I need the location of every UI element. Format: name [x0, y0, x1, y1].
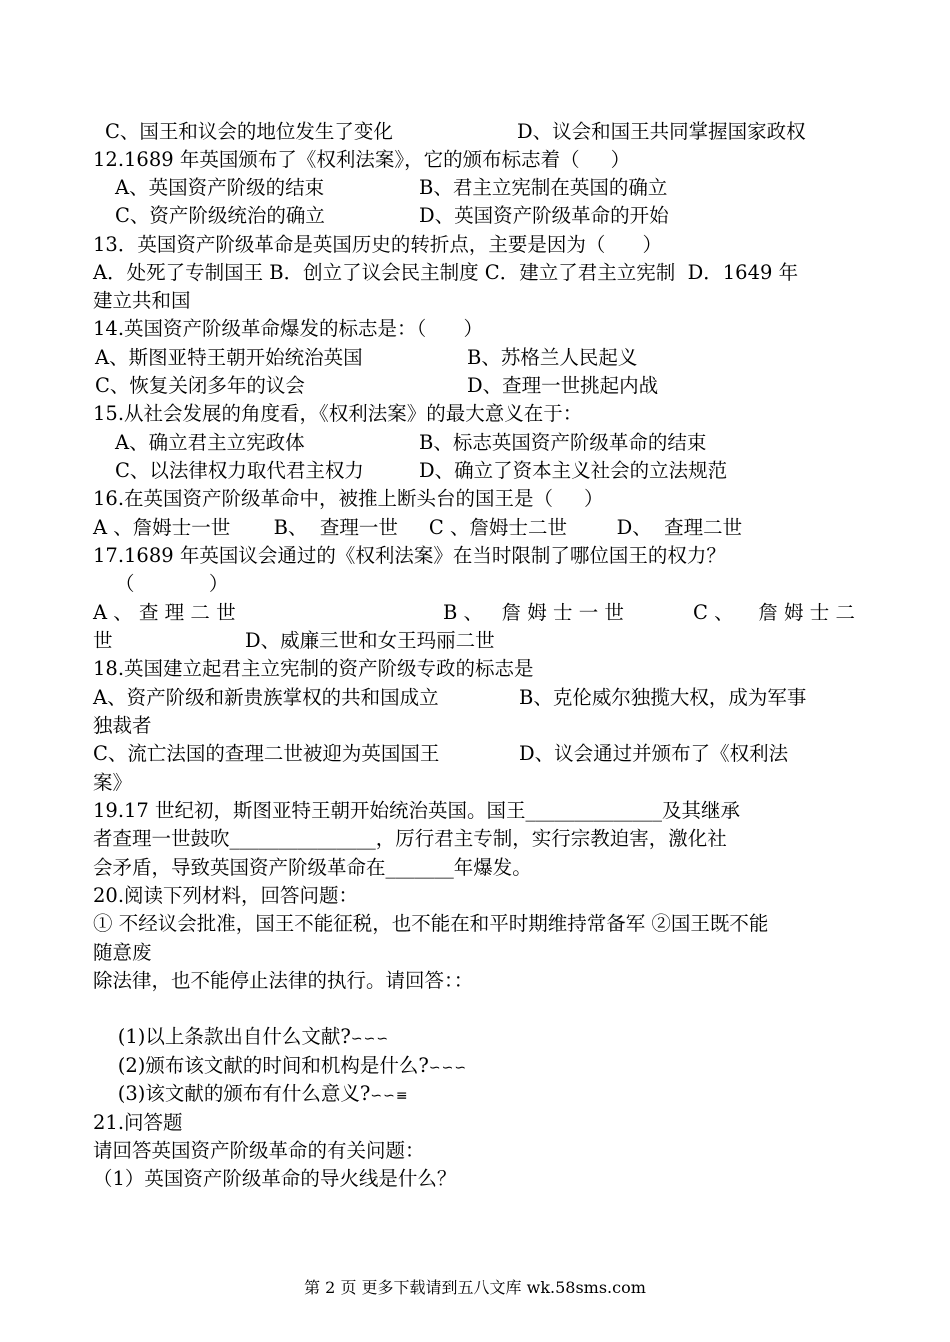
q15-options-cd [93, 457, 863, 485]
option-c: C、以法律权力取代君主权力 [115, 459, 364, 482]
q14-options-ab [93, 344, 863, 372]
option-c: C、资产阶级统治的确立 [115, 204, 325, 227]
q20-sub-2 [93, 1024, 863, 1077]
q16-options: A 、詹姆士一世 B、 查理一世 C 、詹姆士二世 D、 查理二世 [93, 516, 743, 539]
option-d: D、英国资产阶级革命的开始 [419, 204, 669, 227]
q13-options: A．处死了专制国王 B．创立了议会民主制度 C．建立了君主立宪制 D．1649 年 [93, 261, 799, 284]
option-d: D、议会通过并颁布了《权利法 [519, 742, 789, 765]
q15-options-ab [93, 429, 863, 457]
question-16: 16.在英国资产阶级革命中，被推上断头台的国王是（ ） [93, 487, 604, 510]
question-21: 21.问答题 [93, 1111, 183, 1134]
q21-intro: 请回答英国资产阶级革命的有关问题： [93, 1139, 425, 1162]
option-d: D、查理一世挑起内战 [467, 374, 659, 397]
q12-options-cd [93, 202, 863, 230]
option-b: B、克伦威尔独揽大权，成为军事 [519, 686, 807, 709]
option-a: A 、 查 理 二 世 [93, 601, 236, 624]
q20-sub-1-text: (1)以上条款出自什么文献? [117, 1025, 351, 1048]
q20-material-line1: ① 不经议会批准，国王不能征税，也不能在和平时期维持常备军 ②国王既不能 [93, 912, 769, 935]
question-19-line3: 会矛盾，导致英国资产阶级革命在_______年爆发。 [93, 856, 532, 879]
option-b: B 、 詹 姆 士 一 世 [443, 601, 624, 624]
question-13: 13．英国资产阶级革命是英国历史的转折点，主要是因为（ ） [93, 233, 663, 256]
q20-sub-2-text: (2)颁布该文献的时间和机构是什么? [117, 1054, 429, 1077]
option-c: C、国王和议会的地位发生了变化 [105, 120, 393, 143]
option-d: D、威廉三世和女王玛丽二世 [245, 629, 495, 652]
q20-material-line2: 随意废 [93, 941, 152, 964]
option-b: B、苏格兰人民起义 [467, 346, 638, 369]
q12-options-ab [93, 174, 863, 202]
question-19-line1: 19.17 世纪初，斯图亚特王朝开始统治英国。国王______________及其继承 [93, 799, 741, 822]
q20-sub-1 [93, 995, 863, 1048]
q18-options-cd [93, 740, 863, 768]
page-footer: 第 2 页 更多下载请到五八文库 wk.58sms.com [304, 1278, 646, 1297]
option-b: B、标志英国资产阶级革命的结束 [419, 431, 707, 454]
q20-sub-3 [93, 1052, 863, 1105]
answer-blank: （ ） [115, 572, 229, 595]
squiggle-icon: ∽∽∽ [350, 1031, 390, 1047]
question-20: 20.阅读下列材料，回答问题： [93, 884, 359, 907]
option-c: C、恢复关闭多年的议会 [95, 374, 305, 397]
option-c: C 、 詹 姆 士 二 [693, 601, 856, 624]
q17-options [93, 599, 863, 627]
q18-option-b-cont: 独裁者 [93, 714, 152, 737]
option-a: A、确立君主立宪政体 [115, 431, 305, 454]
question-15: 15.从社会发展的角度看，《权利法案》的最大意义在于： [93, 402, 583, 425]
q21-sub-1: （1）英国资产阶级革命的导火线是什么？ [93, 1167, 457, 1190]
option-b: B、君主立宪制在英国的确立 [419, 176, 668, 199]
question-19-line2: 者查理一世鼓吹_______________，厉行君主专制，实行宗教迫害，激化社 [93, 827, 727, 850]
squiggle-icon: ∽∽∽ [428, 1060, 468, 1076]
option-d: D、议会和国王共同掌握国家政权 [517, 120, 806, 143]
squiggle-icon: ∽∽≡ [370, 1088, 409, 1104]
line-option-row [93, 118, 863, 146]
q13-options-cont: 建立共和国 [93, 289, 191, 312]
q20-material-line3: 除法律，也不能停止法律的执行。请回答：： [93, 969, 474, 992]
option-a: A、资产阶级和新贵族掌权的共和国成立 [93, 686, 439, 709]
option-d: D、确立了资本主义社会的立法规范 [419, 459, 728, 482]
q20-sub-3-text: (3)该文献的颁布有什么意义? [117, 1082, 371, 1105]
q17-answer-paren [93, 570, 863, 598]
question-17: 17.1689 年英国议会通过的《权利法案》在当时限制了哪位国王的权力？ [93, 544, 726, 567]
option-a: A、英国资产阶级的结束 [115, 176, 325, 199]
q18-option-d-cont: 案》 [93, 771, 133, 794]
q17-options-cont [93, 627, 863, 655]
option-c-cont: 世 [93, 629, 113, 652]
question-12: 12.1689 年英国颁布了《权利法案》，它的颁布标志着（ ） [93, 148, 631, 171]
option-a: A、斯图亚特王朝开始统治英国 [95, 346, 363, 369]
q14-options-cd [93, 372, 863, 400]
question-18: 18.英国建立起君主立宪制的资产阶级专政的标志是 [93, 657, 534, 680]
question-14: 14.英国资产阶级革命爆发的标志是：（ ） [93, 317, 483, 340]
q18-options-ab [93, 684, 863, 712]
option-c: C、流亡法国的查理二世被迎为英国国王 [93, 742, 440, 765]
